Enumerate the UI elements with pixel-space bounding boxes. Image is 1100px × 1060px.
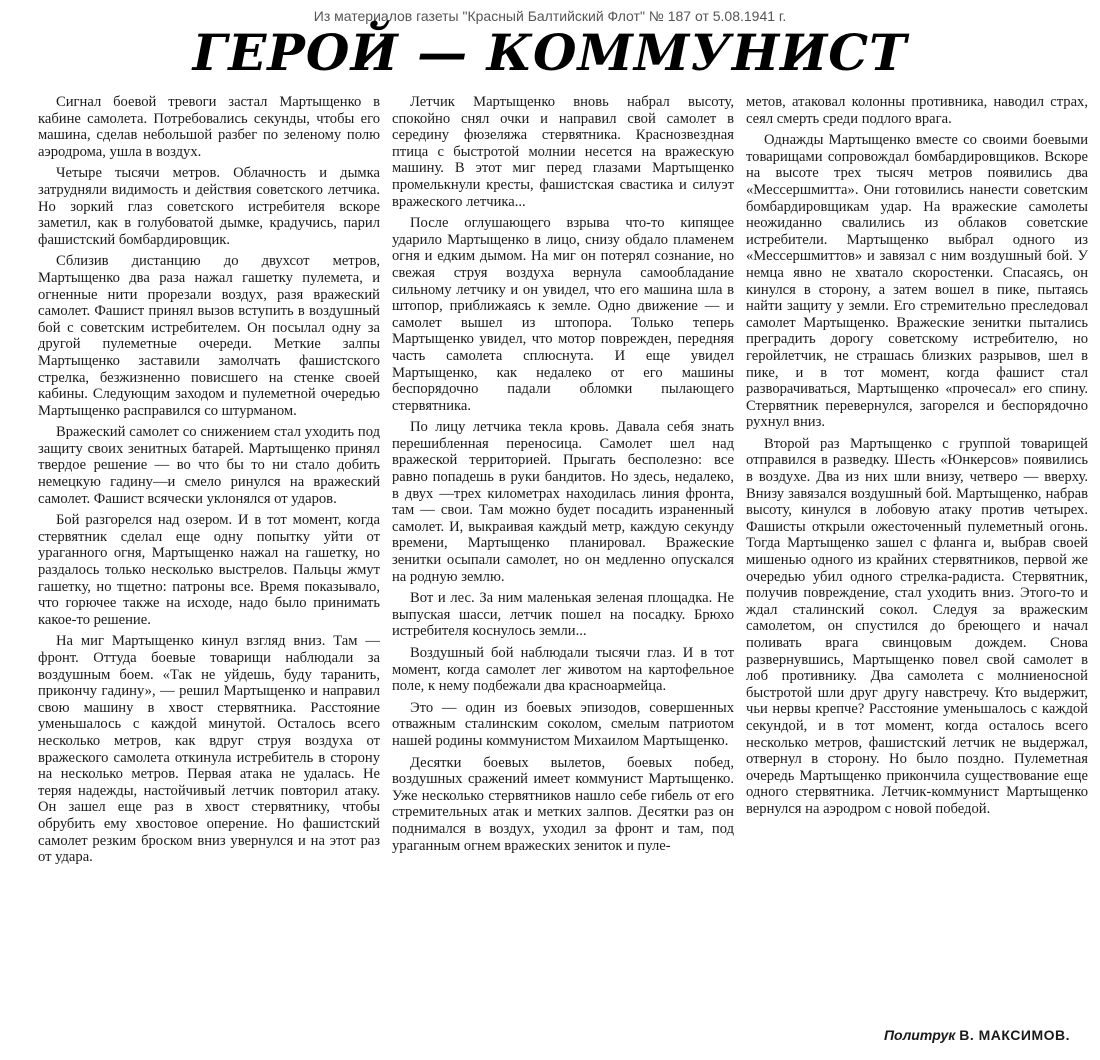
article-paragraph: Летчик Мартыщенко вновь набрал высоту, спокойно снял очки и направил свой самолет в середину фюзеляжа стервятника. Краснозвездная птица с быстротой молнии несется на вражескую машину. В этот миг перед глазами Мартыщенко промелькнули кресты, фашистская свастика и силуэт вражеского летчика... [392, 94, 734, 210]
article-paragraph: метов, атаковал колонны противника, наводил страх, сеял смерть среди подлого врага. [746, 94, 1088, 127]
article-column-1 [38, 94, 380, 1000]
article-paragraph: По лицу летчика текла кровь. Давала себя знать перешибленная переносица. Самолет шел над вражеской территорией. Прыгать бесполезно: все равно попадешь в руки бандитов. Но здесь, недалеко, в двух —трех километрах находилась линия фронта, там — свои. Там можно будет посадить израненный самолет. И, выкраивая каждый метр, каждую секунду времени, Мартыщенко планировал. Вражеские зенитки осыпали самолет, но он медленно опускался на родную землю. [392, 419, 734, 585]
article-paragraph: На миг Мартыщенко кинул взгляд вниз. Там — фронт. Оттуда боевые товарищи наблюдали за воздушным боем. «Так не уйдешь, буду таранить, прикончу гадину», — решил Мартыщенко и направил свою машину в хвост стервятника. Расстояние уменьшалось с каждой минутой. Осталось всего несколько метров, как вдруг струя воздуха от вражеского самолета откинула истребитель в сторону на несколько метров. Первая атака не удалась. Не теряя надежды, настойчивый летчик повторил атаку. Он зашел еще раз в хвост стервятнику, чтобы обрубить ему хвостовое оперение. Но фашистский самолет резким броском вниз увернулся и на этот раз от удара. [38, 633, 380, 866]
article-title: ГЕРОЙ — КОММУНИСТ [192, 23, 908, 82]
article-body [38, 94, 1088, 1000]
source-line: Из материалов газеты "Красный Балтийский Флот" № 187 от 5.08.1941 г. [313, 8, 787, 24]
article-paragraph: Четыре тысячи метров. Облачность и дымка затрудняли видимость и действия советского летчика. Но зоркий глаз советского истребителя вскоре заметил, как в голубоватой дымке, крадучись, парил фашистский бомбардировщик. [38, 165, 380, 248]
article-paragraph: Воздушный бой наблюдали тысячи глаз. И в тот момент, когда самолет лег животом на картофельное поле, к нему подбежали два красноармейца. [392, 645, 734, 695]
article-paragraph: Бой разгорелся над озером. И в тот момент, когда стервятник сделал еще одну попытку уйти от ураганного огня, Мартыщенко нажал на гашетку, но раздалось только несколько выстрелов. Пальцы жмут гашетку, но тщетно: патроны все. Время показывало, что горючее также на исходе, надо было принимать какое-то решение. [38, 512, 380, 628]
article-paragraph: Вот и лес. За ним маленькая зеленая площадка. Не выпуская шасси, летчик пошел на посадку. Брюхо истребителя коснулось земли... [392, 590, 734, 640]
article-paragraph: Второй раз Мартыщенко с группой товарищей отправился в разведку. Шесть «Юнкерсов» появились в воздухе. Два из них шли внизу, четверо — вверху. Внизу завязался воздушный бой. Мартыщенко, набрав высоту, кинулся в лобовую атаку против четырех. Фашисты открыли ожесточенный пулеметный огонь. Тогда Мартыщенко зашел с фланга и, выбрав своей мишенью одного из крайних стервятников, первой же очередью убил одного стрелка-радиста. Стервятник, получив повреждение, стал уходить вниз. Этого-то и ждал сталинский сокол. Следуя за вражеским самолетом, он спустился до бреющего и начал поливать врага свинцовым дождем. Снова развернувшись, Мартыщенко повел свой самолет в лоб противнику. Два самолета с молниеносной быстротой шли друг другу навстречу. Кто выдержит, чьи нервы крепче? Расстояние уменьшалось с каждой секундой, и в тот момент, когда осталось всего несколько метров, фашистский летчик не выдержал, отвернул в сторону. Но было поздно. Пулеметная очередь Мартыщенко прикончила существование еще одного стервятника. Летчик-коммунист Мартыщенко вернулся на аэродром с новой победой. [746, 435, 1088, 817]
article-paragraph: После оглушающего взрыва что-то кипящее ударило Мартыщенко в лицо, снизу обдало пламенем огня и едким дымом. На миг он потерял сознание, но свежая струя воздуха вернула самообладание сильному летчику и он увидел, что его машина шла в штопор, приближаясь к земле. Одно движение — и самолет вышел из штопора. Только теперь Мартыщенко увидел, что мотор поврежден, передняя часть самолета сплюснута. И еще увидел Мартыщенко, как недалеко от его машины беспорядочно падали обломки пылающего стервятника. [392, 215, 734, 414]
article-paragraph: Десятки боевых вылетов, боевых побед, воздушных сражений имеет коммунист Мартыщенко. Уже несколько стервятников нашло себе гибель от его стремительных атак и метких залпов. Десятки раз он поднимался в воздух, уходил за фронт и там, под ураганным огнем вражеских зениток и пуле- [392, 754, 734, 854]
article-column-3 [746, 94, 1088, 1000]
author-signature [884, 1027, 1070, 1043]
article-paragraph: Сблизив дистанцию до двухсот метров, Мартыщенко два раза нажал гашетку пулемета, и огненные нити прорезали воздух, разя вражеский самолет. Фашист принял вызов вступить в воздушный бой с советским истребителем. Он посылал одну за другой пулеметные очереди. Меткие залпы Мартыщенко заставили замолчать фашистского стрелка, безжизненно повисшего на стенке своей кабины. Следующим заходом и пулеметной очередью Мартыщенко расправился со штурманом. [38, 253, 380, 419]
article-paragraph: Однажды Мартыщенко вместе со своими боевыми товарищами сопровождал бомбардировщиков. Вскоре на высоте трех тысяч метров появились два «Мессершмитта». Они готовились нанести советским бомбардировщикам удар. На вражеские самолеты неожиданно свалились из облаков советские истребители. Мартыщенко выбрал одного из «Мессершмиттов» и завязал с ним воздушный бой. У немца явно не хватало скоростенки. Спасаясь, он кинулся в сторону, а затем вошел в пике, пытаясь найти защиту у земли. Его стремительно преследовал самолет Мартыщенко. Вражеские зенитки пытались преградить дорогу советскому истребителю, но геройлетчик, не страшась близких разрывов, шел в пике, и в тот момент, когда фашист стал разворачиваться, Мартыщенко «прочесал» его спину. Стервятник перевернулся, загорелся и беспорядочно рухнул вниз. [746, 132, 1088, 431]
author-role: Политрук [883, 1027, 956, 1043]
author-name: В. МАКСИМОВ. [959, 1027, 1070, 1043]
article-column-2 [392, 94, 734, 1000]
article-paragraph: Сигнал боевой тревоги застал Мартыщенко в кабине самолета. Потребовались секунды, чтобы его машина, сделав небольшой разбег по зеленому полю аэродрома, ушла в воздух. [38, 94, 380, 160]
article-paragraph: Это — один из боевых эпизодов, совершенных отважным сталинским соколом, смелым патриотом нашей родины коммунистом Михаилом Мартыщенко. [392, 699, 734, 749]
article-paragraph: Вражеский самолет со снижением стал уходить под защиту своих зенитных батарей. Мартыщенко принял твердое решение — во что бы то ни стало добить немецкую гадину—и смело ринулся на вражеский самолет. Фашист всячески уклонялся от ударов. [38, 424, 380, 507]
